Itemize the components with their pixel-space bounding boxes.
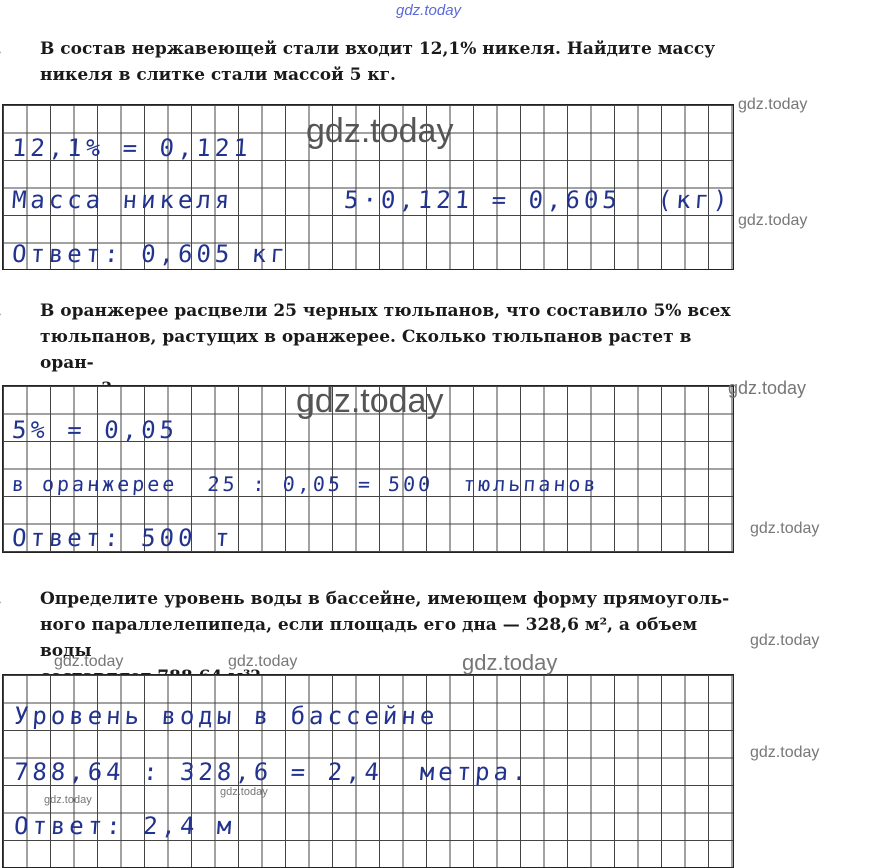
watermark: gdz.today [750,632,820,649]
task-2-answer-line-1: 5% = 0,05 [11,416,180,444]
task-2-line-1: В оранжерее расцвели 25 черных тюльпанов, что составило 5% всех [12,298,734,324]
watermark: gdz.today [228,653,298,670]
task-2-answer-line-3: Ответ: 500 т [11,524,235,552]
task-2-line-2: тюльпанов, растущих в оранжерее. Сколько тюльпанов растет в оран- [40,327,692,373]
watermark: gdz.today [296,382,444,420]
task-3-line-1: Определите уровень воды в бассейне, имеющем форму прямоуголь- [12,586,734,612]
watermark: gdz.today [738,96,808,113]
watermark: gdz.today [738,212,808,229]
header-watermark: gdz.today [396,2,462,19]
task-3-answer-line-3: Ответ: 2,4 м [13,812,237,840]
watermark: gdz.today [44,794,92,806]
watermark: gdz.today [750,744,820,761]
watermark: gdz.today [462,650,558,675]
task-1-answer-line-3: Ответ: 0,605 кг [11,240,290,268]
task-3-answer-line-1: Уровень воды в бассейне [13,702,440,730]
task-1-line-1: В состав нержавеющей стали входит 12,1% никеля. Найдите массу [12,36,734,62]
watermark: gdz.today [750,520,820,537]
task-3-line-2: ного параллелепипеда, если площадь его дна — 328,6 м², а объем воды [40,615,698,661]
task-1-number [12,36,40,62]
watermark: gdz.today [54,653,124,670]
task-1-line-2: никеля в слитке стали массой 5 кг. [40,65,396,85]
watermark: gdz.today [220,786,268,798]
watermark: gdz.today [306,112,454,150]
task-2-number [12,298,40,324]
task-1-answer-line-2: Масса никеля 5·0,121 = 0,605 (кг) [11,186,733,214]
task-3-number [12,586,40,612]
watermark: gdz.today [728,378,807,398]
task-2-answer-line-2: в оранжерее 25 : 0,05 = 500 тюльпанов [11,472,600,496]
task-1-statement [12,36,734,88]
task-1-answer-line-1: 12,1% = 0,121 [11,134,253,162]
task-3-answer-line-2: 788,64 : 328,6 = 2,4 метра. [13,758,532,786]
